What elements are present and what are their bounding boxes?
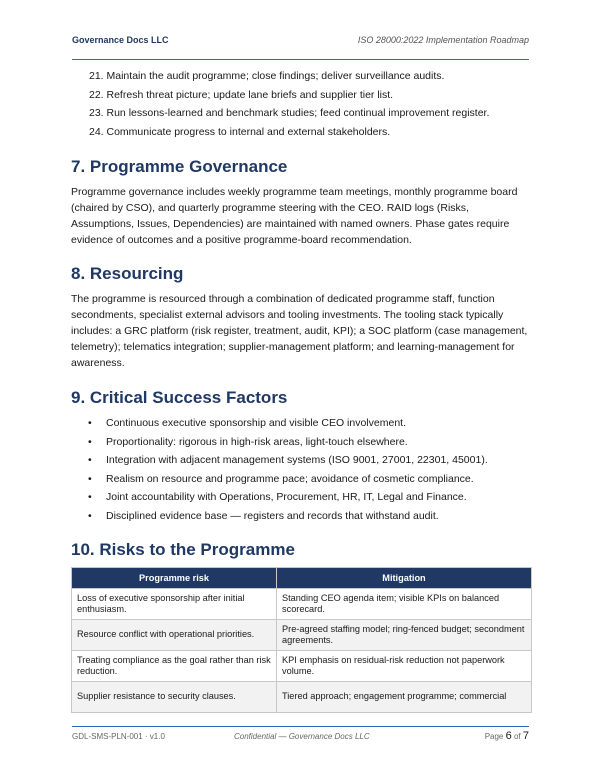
- section-heading-governance: 7. Programme Governance: [71, 157, 288, 176]
- list-item-text: Joint accountability with Operations, Procurement, HR, IT, Legal and Finance.: [106, 491, 467, 504]
- table-header-row: [72, 568, 532, 589]
- list-item-text: Realism on resource and programme pace; avoidance of cosmetic compliance.: [106, 472, 474, 485]
- table-cell: KPI emphasis on residual-risk reduction not paperwork volume.: [277, 651, 532, 682]
- list-item: [88, 453, 488, 472]
- list-item: 21. Maintain the audit programme; close findings; deliver surveillance audits.: [89, 70, 445, 82]
- risk-table: [71, 567, 532, 713]
- section-heading-resourcing: 8. Resourcing: [71, 264, 184, 283]
- table-cell: Loss of executive sponsorship after initial enthusiasm.: [72, 589, 277, 620]
- numbered-list: [89, 69, 489, 143]
- list-item: 24. Communicate progress to internal and external stakeholders.: [89, 125, 391, 138]
- table-cell: Pre-agreed staffing model; ring-fenced budget; secondment agreements.: [277, 620, 532, 651]
- governance-paragraph: Programme governance includes weekly programme team meetings, monthly programme board (chaired by CSO), and quarterly programme steering with the CEO. RAID logs (Risks, Assumptions, Issues, Dependencies) are maintained with named owners. Phase gates require evidence of outcomes and a positive programme-board recommendation.: [71, 186, 518, 246]
- list-item: 22. Refresh threat picture; update lane briefs and supplier tier list.: [89, 88, 394, 101]
- table-cell: Resource conflict with operational priorities.: [72, 620, 277, 651]
- list-item: [88, 472, 488, 491]
- bullet-icon: •: [88, 417, 92, 429]
- list-item: [88, 435, 488, 454]
- section-heading-risks: 10. Risks to the Programme: [71, 540, 295, 559]
- page-total: 7: [522, 730, 529, 742]
- bullet-icon: •: [88, 454, 92, 467]
- table-cell: Tiered approach; engagement programme; commercial: [277, 682, 532, 713]
- resourcing-paragraph: The programme is resourced through a combination of dedicated programme staff, function secondments, specialist external advisors and tooling investments. The tooling stack typically includes: a GRC platform (risk register, treatment, audit, KPI); a SOC platform (case management, telemetry); telematics integration; supplier-management platform; and learning-management for awareness.: [71, 293, 528, 369]
- table-row: [72, 589, 532, 620]
- page-header: [72, 34, 529, 60]
- table-row: [72, 651, 532, 682]
- page-of: of: [513, 732, 521, 741]
- list-item-text: Proportionality: rigorous in high-risk areas, light-touch elsewhere.: [106, 435, 408, 448]
- list-item-text: Disciplined evidence base — registers and records that withstand audit.: [106, 509, 439, 522]
- list-item: 23. Run lessons-learned and benchmark studies; feed continual improvement register.: [89, 107, 490, 120]
- page-footer: [72, 726, 529, 747]
- bullet-icon: •: [88, 435, 92, 448]
- company-name: Governance Docs LLC: [72, 35, 169, 45]
- table-cell: Supplier resistance to security clauses.: [72, 682, 277, 713]
- confidential-notice: Confidential — Governance Docs LLC: [234, 732, 370, 741]
- page-number: [485, 730, 529, 742]
- list-item: [88, 509, 488, 528]
- table-row: [72, 620, 532, 651]
- table-row: [72, 682, 532, 713]
- table-cell: Treating compliance as the goal rather than risk reduction.: [72, 651, 277, 682]
- bullet-icon: •: [88, 472, 92, 485]
- document-id: GDL-SMS-PLN-001 · v1.0: [72, 732, 165, 741]
- section-heading-csf: 9. Critical Success Factors: [71, 388, 288, 407]
- bullet-icon: •: [88, 509, 92, 522]
- list-item-text: Continuous executive sponsorship and visible CEO involvement.: [106, 417, 406, 429]
- bullet-icon: •: [88, 491, 92, 504]
- list-item: [88, 416, 488, 435]
- page-current: 6: [505, 730, 512, 742]
- csf-bullet-list: [88, 416, 488, 528]
- list-item: [88, 490, 488, 509]
- list-item-text: Integration with adjacent management systems (ISO 9001, 27001, 22301, 45001).: [106, 454, 488, 467]
- column-header-mitigation: Mitigation: [277, 568, 532, 589]
- table-cell: Standing CEO agenda item; visible KPIs on balanced scorecard.: [277, 589, 532, 620]
- page-prefix: Page: [484, 732, 504, 741]
- column-header-risk: Programme risk: [72, 568, 277, 589]
- document-title: ISO 28000:2022 Implementation Roadmap: [357, 35, 529, 45]
